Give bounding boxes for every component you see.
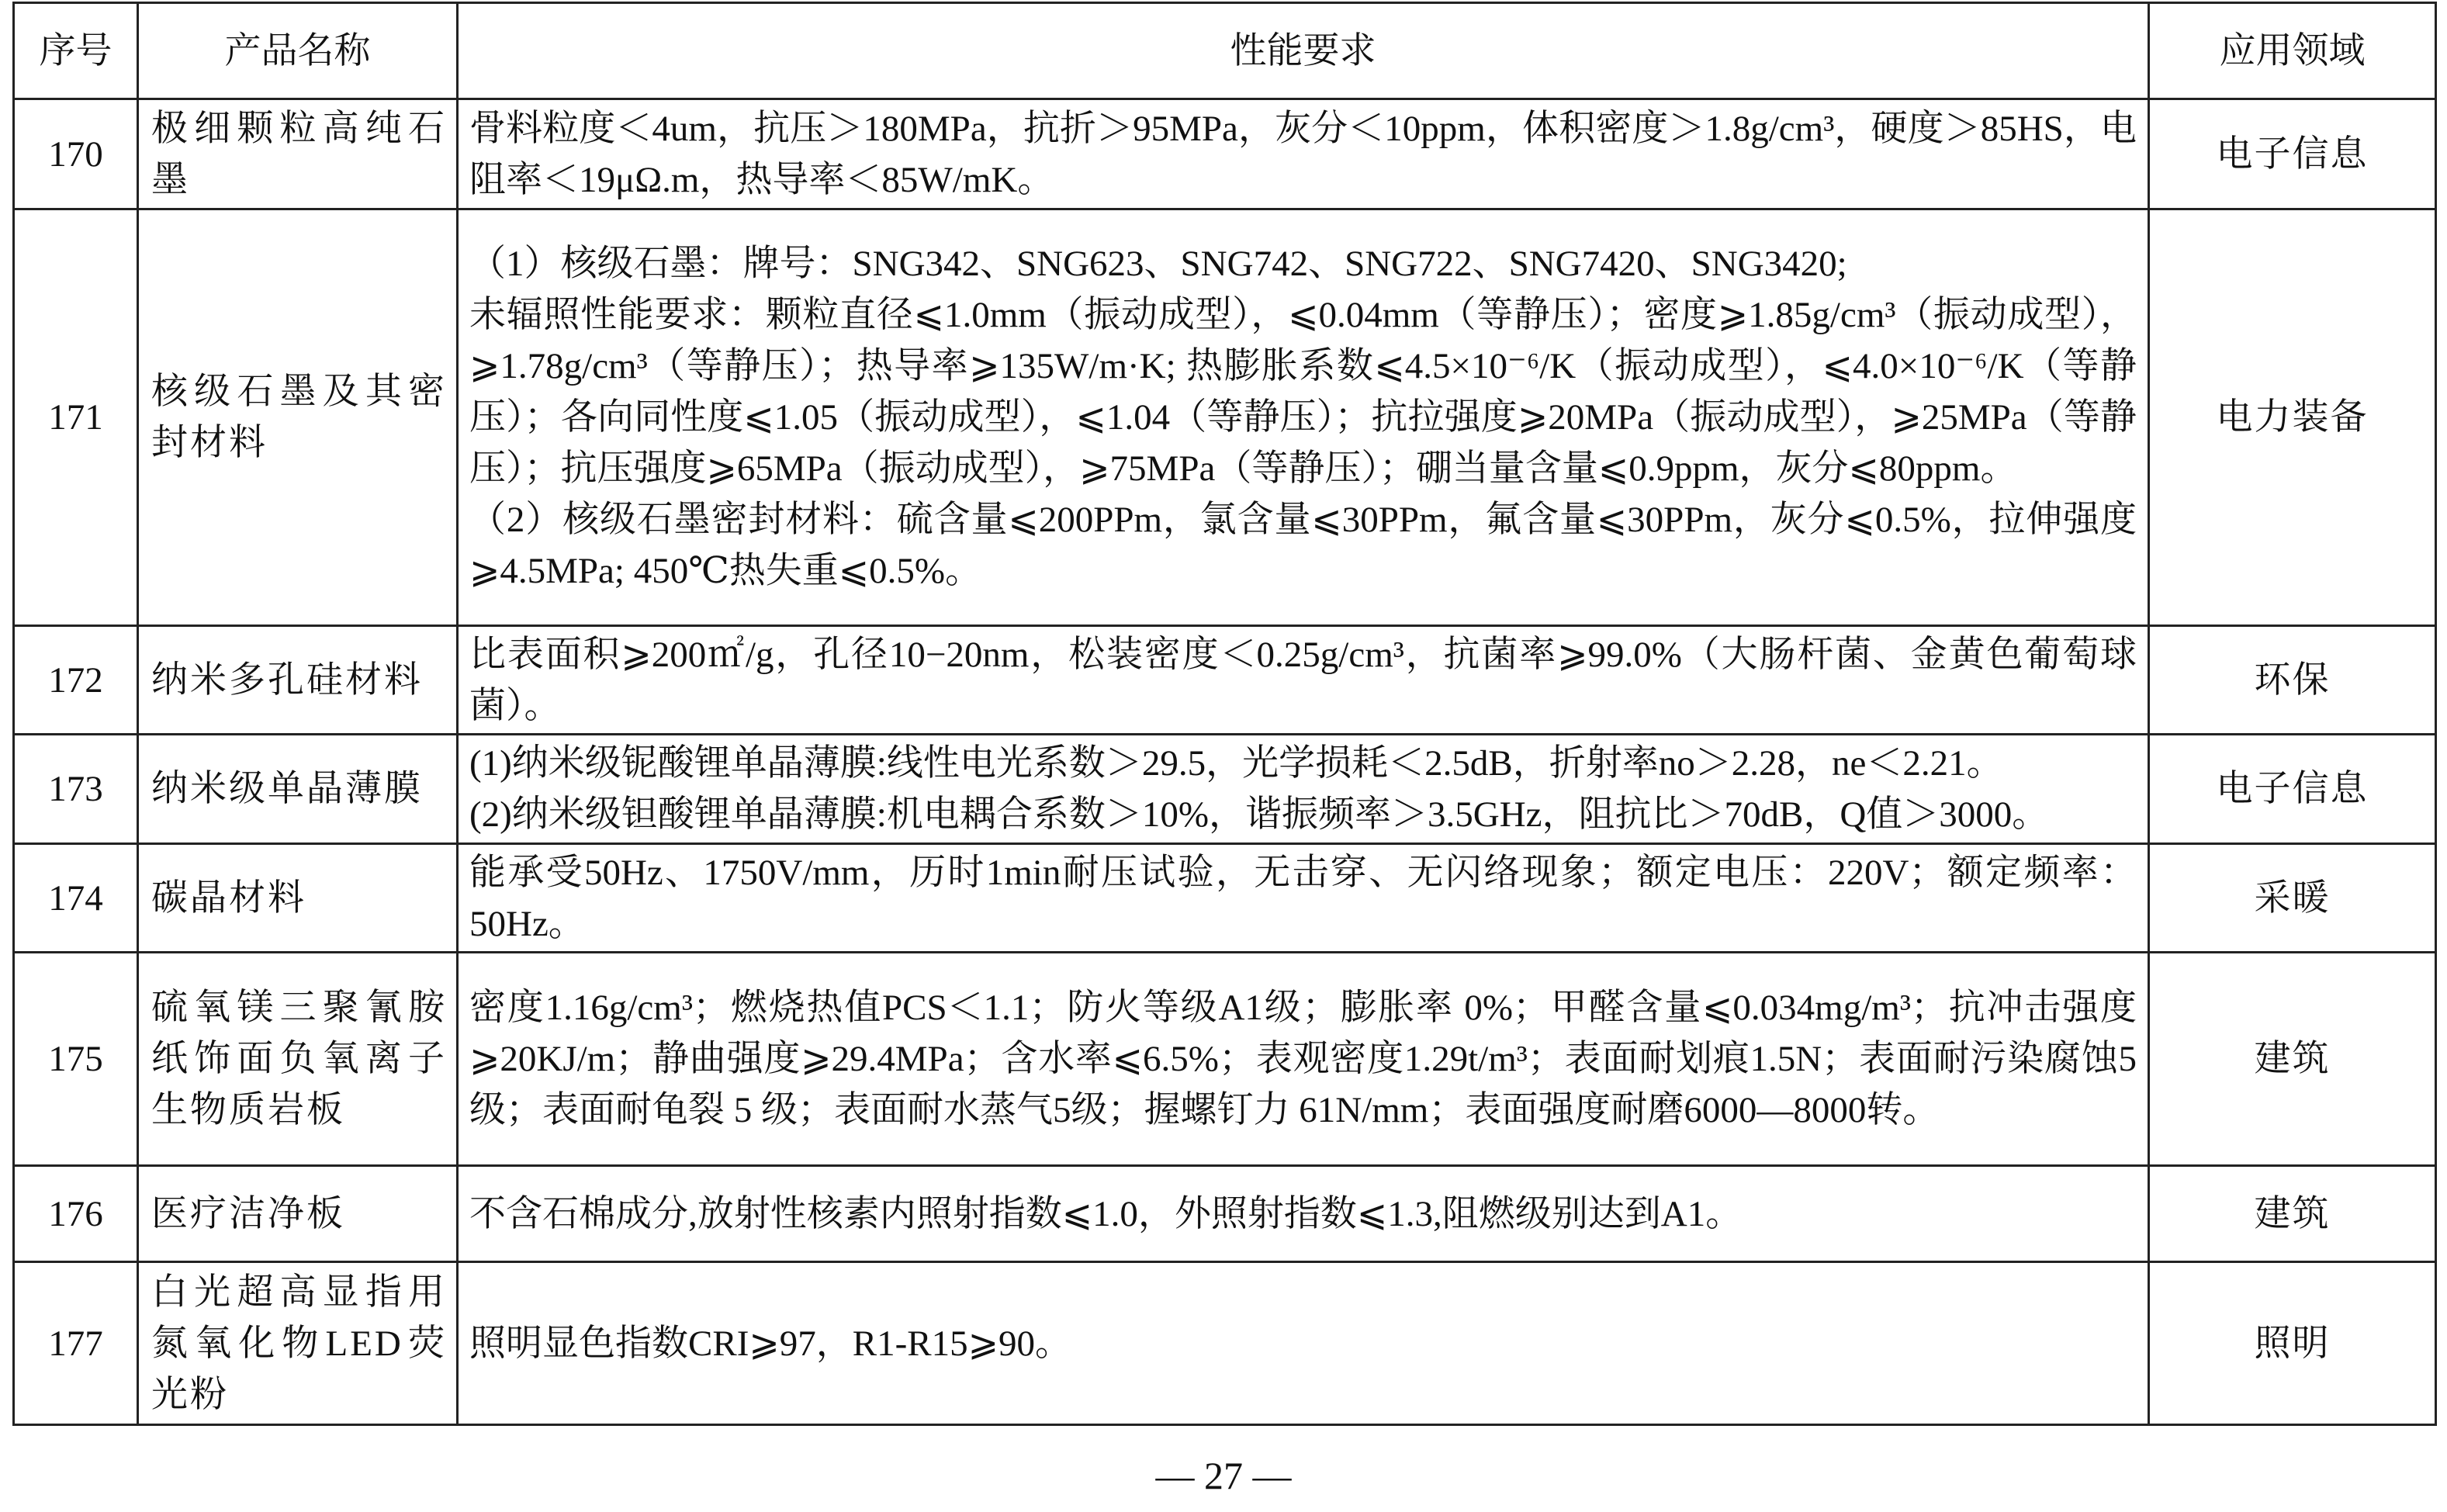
performance-requirements xyxy=(458,953,2149,1166)
product-name: 纳米多孔硅材料 xyxy=(138,626,458,735)
product-name: 碳晶材料 xyxy=(138,844,458,953)
row-number: 174 xyxy=(14,844,138,953)
row-number: 171 xyxy=(14,209,138,626)
table-row xyxy=(14,735,2436,844)
application-field: 建筑 xyxy=(2149,953,2436,1166)
performance-requirements xyxy=(458,99,2149,209)
requirement-text: 未辐照性能要求：颗粒直径⩽1.0mm（振动成型），⩽0.04mm（等静压）；密度⩾1.85g/cm³（振动成型），⩾1.78g/cm³（等静压）；热导率⩾135W/m·K; 热膨胀系数⩽4.5×10⁻⁶/K（振动成型），⩽4.0×10⁻⁶/K（等静压）；各向同性度⩽1.05（振动成型），⩽1.04（等静压）；抗拉强度⩾20MPa（振动成型），⩾25MPa（等静压）；抗压强度⩾65MPa（振动成型），⩾75MPa（等静压）；硼当量含量⩽0.9ppm，灰分⩽80ppm。 xyxy=(469,295,2137,489)
product-name: 医疗洁净板 xyxy=(138,1166,458,1262)
application-field: 电子信息 xyxy=(2149,99,2436,209)
requirement-text: (2)纳米级钽酸锂单晶薄膜:机电耦合系数＞10%，谐振频率＞3.5GHz，阻抗比＞70dB，Q值＞3000。 xyxy=(469,794,2049,835)
product-name: 极细颗粒高纯石墨 xyxy=(138,99,458,209)
table-row xyxy=(14,209,2436,626)
application-field: 建筑 xyxy=(2149,1166,2436,1262)
requirement-text: （1）核级石墨：牌号：SNG342、SNG623、SNG742、SNG722、SNG7420、SNG3420; xyxy=(469,244,1847,284)
header-no: 序号 xyxy=(14,3,138,99)
application-field: 环保 xyxy=(2149,626,2436,735)
row-number: 176 xyxy=(14,1166,138,1262)
table-row xyxy=(14,626,2436,735)
requirement-text: (1)纳米级铌酸锂单晶薄膜:线性电光系数＞29.5，光学损耗＜2.5dB，折射率no＞2.28，ne＜2.21。 xyxy=(469,743,2003,784)
application-field: 电子信息 xyxy=(2149,735,2436,844)
application-field: 电力装备 xyxy=(2149,209,2436,626)
performance-requirements xyxy=(458,844,2149,953)
performance-requirements xyxy=(458,1166,2149,1262)
row-number: 175 xyxy=(14,953,138,1166)
requirement-text: 密度1.16g/cm³；燃烧热值PCS＜1.1；防火等级A1级；膨胀率 0%；甲醛含量⩽0.034mg/m³；抗冲击强度⩾20KJ/m；静曲强度⩾29.4MPa；含水率⩽6.5%；表观密度1.29t/m³；表面耐划痕1.5N；表面耐污染腐蚀5级；表面耐龟裂 5 级；表面耐水蒸气5级；握螺钉力 61N/mm；表面强度耐磨6000—8000转。 xyxy=(469,988,2137,1130)
table-row xyxy=(14,99,2436,209)
performance-requirements xyxy=(458,1262,2149,1425)
header-application-field: 应用领域 xyxy=(2149,3,2436,99)
application-field: 照明 xyxy=(2149,1262,2436,1425)
requirement-text: 不含石棉成分,放射性核素内照射指数⩽1.0，外照射指数⩽1.3,阻燃级别达到A1。 xyxy=(469,1193,1743,1234)
row-number: 170 xyxy=(14,99,138,209)
table-row xyxy=(14,1262,2436,1425)
requirement-text: 能承受50Hz、1750V/mm，历时1min耐压试验，无击穿、无闪络现象；额定电压：220V；额定频率：50Hz。 xyxy=(469,852,2137,944)
table-row xyxy=(14,844,2436,953)
page-number: — 27 — xyxy=(1155,1454,1292,1497)
requirement-text: 骨料粒度＜4um，抗压＞180MPa，抗折＞95MPa，灰分＜10ppm，体积密度＞1.8g/cm³，硬度＞85HS，电阻率＜19μΩ.m，热导率＜85W/mK。 xyxy=(469,108,2137,200)
row-number: 173 xyxy=(14,735,138,844)
requirement-text: 照明显色指数CRI⩾97，R1-R15⩾90。 xyxy=(469,1323,1071,1364)
table-row xyxy=(14,953,2436,1166)
table-row xyxy=(14,1166,2436,1262)
requirement-text: 比表面积⩾200㎡/g，孔径10−20nm，松装密度＜0.25g/cm³，抗菌率⩾99.0%（大肠杆菌、金黄色葡萄球菌）。 xyxy=(469,634,2137,726)
header-requirements: 性能要求 xyxy=(458,3,2149,99)
product-name: 硫氧镁三聚氰胺纸饰面负氧离子生物质岩板 xyxy=(138,953,458,1166)
product-name: 白光超高显指用氮氧化物LED荧光粉 xyxy=(138,1262,458,1425)
row-number: 177 xyxy=(14,1262,138,1425)
performance-requirements xyxy=(458,209,2149,626)
row-number: 172 xyxy=(14,626,138,735)
application-field: 采暖 xyxy=(2149,844,2436,953)
product-name: 纳米级单晶薄膜 xyxy=(138,735,458,844)
performance-requirements xyxy=(458,626,2149,735)
product-name: 核级石墨及其密封材料 xyxy=(138,209,458,626)
requirement-text: （2）核级石墨密封材料：硫含量⩽200PPm，氯含量⩽30PPm，氟含量⩽30PPm，灰分⩽0.5%，拉伸强度⩾4.5MPa; 450℃热失重⩽0.5%。 xyxy=(469,500,2137,591)
header-product-name: 产品名称 xyxy=(138,3,458,99)
spec-table xyxy=(12,2,2437,1426)
performance-requirements xyxy=(458,735,2149,844)
table-header-row xyxy=(14,3,2436,99)
